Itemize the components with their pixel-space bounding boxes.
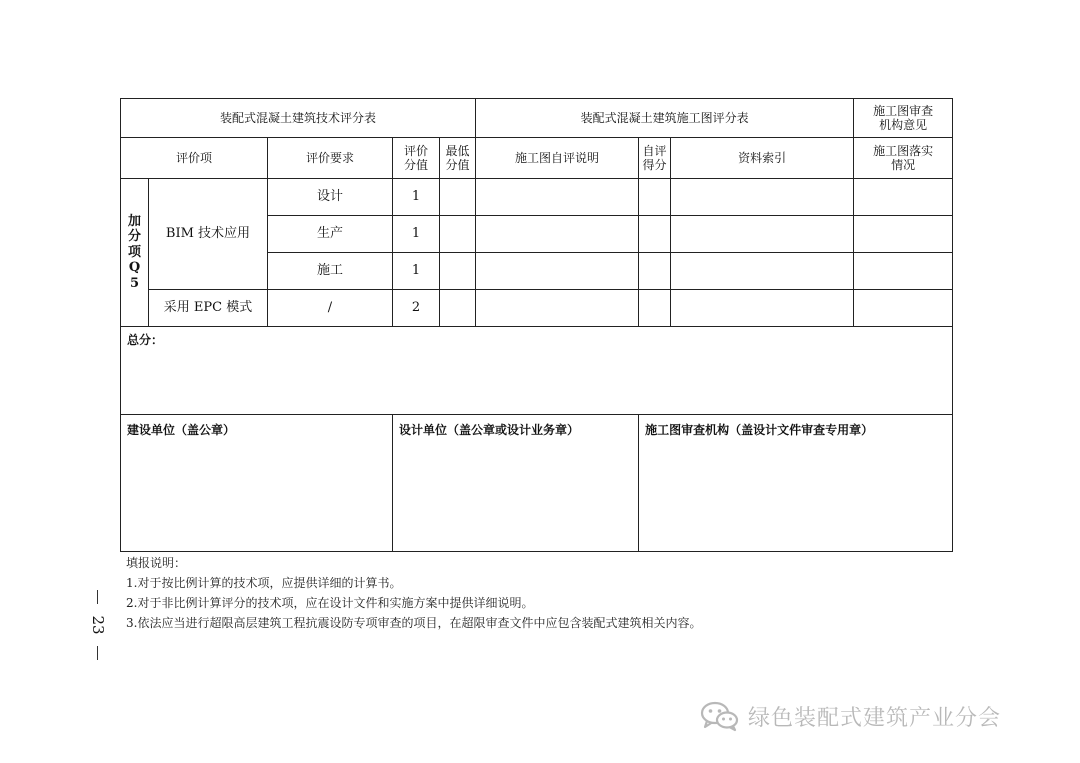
doc-index-cell bbox=[671, 290, 854, 327]
page-number-text: 23 bbox=[89, 615, 107, 635]
total-label: 总分： bbox=[121, 327, 953, 415]
eval-req-header: 评价要求 bbox=[268, 138, 393, 179]
drawing-score-header: 装配式混凝土建筑施工图评分表 bbox=[476, 99, 854, 138]
req-cell: 设计 bbox=[268, 179, 393, 216]
self-eval-desc-cell bbox=[476, 290, 639, 327]
watermark-text: 绿色装配式建筑产业分会 bbox=[748, 705, 1002, 731]
self-score-header: 自评得分 bbox=[639, 138, 671, 179]
req-cell: / bbox=[268, 290, 393, 327]
epc-item-cell: 采用 EPC 模式 bbox=[149, 290, 268, 327]
self-eval-desc-cell bbox=[476, 216, 639, 253]
req-cell: 生产 bbox=[268, 216, 393, 253]
self-eval-desc-cell bbox=[476, 253, 639, 290]
min-score-header: 最低分值 bbox=[440, 138, 476, 179]
min-score-cell bbox=[440, 179, 476, 216]
note-item: 3.依法应当进行超限高层建筑工程抗震设防专项审查的项目，在超限审查文件中应包含装配式建筑相关内容。 bbox=[126, 616, 702, 630]
page-number bbox=[86, 590, 110, 660]
score-cell: 1 bbox=[393, 179, 440, 216]
min-score-cell bbox=[440, 253, 476, 290]
page-number-dash-bottom bbox=[97, 646, 98, 660]
header-row-1 bbox=[121, 99, 953, 138]
construction-unit-seal: 建设单位（盖公章） bbox=[121, 415, 393, 552]
score-value-header: 评价分值 bbox=[393, 138, 440, 179]
score-table bbox=[120, 98, 953, 552]
review-agency-seal: 施工图审查机构（盖设计文件审查专用章） bbox=[639, 415, 953, 552]
watermark bbox=[700, 698, 1001, 734]
doc-index-header: 资料索引 bbox=[671, 138, 854, 179]
self-eval-desc-cell bbox=[476, 179, 639, 216]
min-score-cell bbox=[440, 216, 476, 253]
review-opinion-header: 施工图审查机构意见 bbox=[854, 99, 953, 138]
note-item: 2.对于非比例计算评分的技术项，应在设计文件和实施方案中提供详细说明。 bbox=[126, 596, 534, 610]
design-unit-seal: 设计单位（盖公章或设计业务章） bbox=[393, 415, 639, 552]
self-score-cell bbox=[639, 290, 671, 327]
drawing-impl-header: 施工图落实情况 bbox=[854, 138, 953, 179]
signature-row bbox=[121, 415, 953, 552]
table-row bbox=[121, 179, 953, 216]
wechat-icon bbox=[700, 700, 740, 732]
self-score-cell bbox=[639, 253, 671, 290]
total-row bbox=[121, 327, 953, 415]
self-score-cell bbox=[639, 216, 671, 253]
eval-item-header: 评价项 bbox=[121, 138, 268, 179]
note-item: 1.对于按比例计算的技术项，应提供详细的计算书。 bbox=[126, 576, 402, 590]
bim-item-cell: BIM 技术应用 bbox=[149, 179, 268, 290]
tech-score-header: 装配式混凝土建筑技术评分表 bbox=[121, 99, 476, 138]
score-cell: 1 bbox=[393, 253, 440, 290]
score-cell: 1 bbox=[393, 216, 440, 253]
score-cell: 2 bbox=[393, 290, 440, 327]
table-row bbox=[121, 290, 953, 327]
doc-index-cell bbox=[671, 179, 854, 216]
doc-index-cell bbox=[671, 253, 854, 290]
doc-index-cell bbox=[671, 216, 854, 253]
min-score-cell bbox=[440, 290, 476, 327]
self-eval-desc-header: 施工图自评说明 bbox=[476, 138, 639, 179]
drawing-impl-cell bbox=[854, 290, 953, 327]
drawing-impl-cell bbox=[854, 253, 953, 290]
notes-title: 填报说明： bbox=[126, 556, 187, 570]
bonus-group-label: 加 分 项 Q 5 bbox=[121, 179, 149, 327]
header-row-2 bbox=[121, 138, 953, 179]
self-score-cell bbox=[639, 179, 671, 216]
page-number-dash-top bbox=[97, 590, 98, 604]
drawing-impl-cell bbox=[854, 179, 953, 216]
filling-notes bbox=[126, 553, 701, 633]
drawing-impl-cell bbox=[854, 216, 953, 253]
req-cell: 施工 bbox=[268, 253, 393, 290]
